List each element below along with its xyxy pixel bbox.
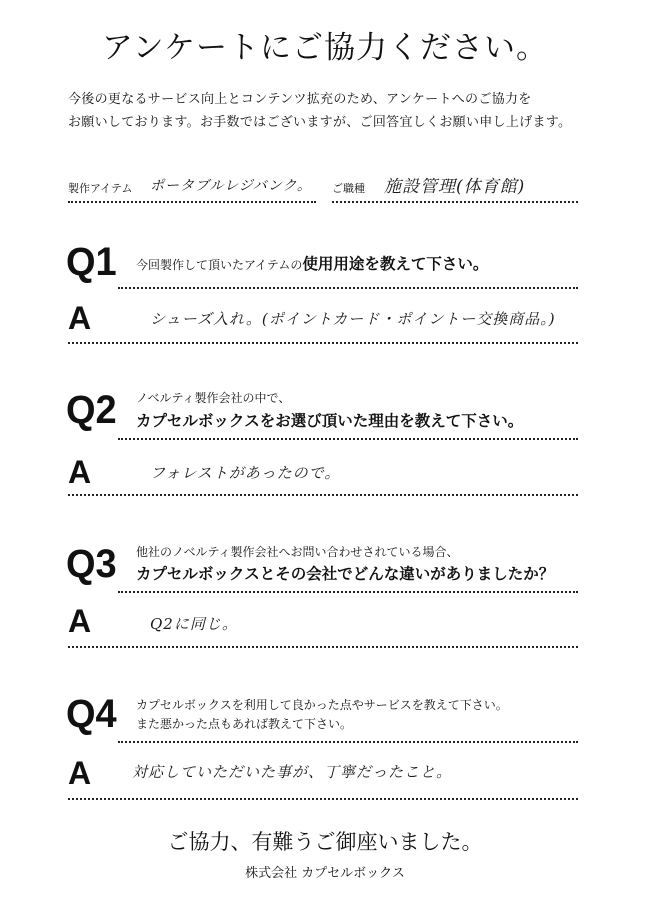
q4-line1: カプセルボックスを利用して良かった点やサービスを教えて下さい。 xyxy=(136,698,508,712)
q4-number: Q4 xyxy=(66,692,117,736)
q4-answer-mark: A xyxy=(68,755,92,791)
thanks-message: ご協力、有難うご御座いました。 xyxy=(167,830,483,854)
q1-text xyxy=(136,252,488,274)
q3-answer-mark: A xyxy=(68,603,92,639)
q1-answer-mark: A xyxy=(68,300,92,336)
item-underline xyxy=(68,201,316,203)
q3-answer: Q2に同じ。 xyxy=(150,615,238,633)
q1-underline xyxy=(118,287,578,289)
q2-line2: カプセルボックスをお選び頂いた理由を教えて下さい。 xyxy=(136,412,524,430)
q1-line1-emph: 使用用途を教えて下さい。 xyxy=(302,255,489,273)
q2-line1: ノベルティ製作会社の中で、 xyxy=(136,391,291,405)
job-label: ご職種 xyxy=(332,182,365,195)
q2-answer-mark: A xyxy=(68,454,92,490)
q4-answer-underline xyxy=(68,798,578,800)
page-title: アンケートにご協力ください。 xyxy=(101,30,549,66)
q2-answer: フォレストがあったので。 xyxy=(150,464,341,482)
q3-answer-underline xyxy=(68,646,578,648)
q1-answer-underline xyxy=(68,342,578,344)
company-name: 株式会社 カプセルボックス xyxy=(245,866,405,881)
q4-answer: 対応していただいた事が、丁寧だったこと。 xyxy=(132,763,453,781)
q4-line2: また悪かった点もあれば教えて下さい。 xyxy=(136,717,353,731)
job-value: 施設管理(体育館) xyxy=(384,177,526,197)
item-label: 製作アイテム xyxy=(68,182,133,195)
q1-line1: 今回製作して頂いたアイテムの xyxy=(136,258,303,272)
q2-answer-underline xyxy=(68,494,578,496)
q1-number: Q1 xyxy=(66,240,117,284)
q3-number: Q3 xyxy=(66,542,117,586)
q1-answer: シューズ入れ。(ポイントカード・ポイントー交換商品。) xyxy=(150,310,556,328)
q2-underline xyxy=(118,438,578,440)
q3-line1: 他社のノベルティ製作会社へお問い合わせされている場合、 xyxy=(136,545,459,559)
q3-line2: カプセルボックスとその会社でどんな違いがありましたか？ xyxy=(136,565,555,583)
q4-underline xyxy=(118,741,578,743)
intro-line-2: お願いしております。お手数ではございますが、ご回答宜しくお願い申し上げます。 xyxy=(68,115,572,130)
q3-underline xyxy=(118,591,578,593)
intro-line-1: 今後の更なるサービス向上とコンテンツ拡充のため、アンケートへのご協力を xyxy=(68,92,532,107)
item-value: ポータブルレジバンク。 xyxy=(150,178,312,194)
q2-number: Q2 xyxy=(66,388,117,432)
job-underline xyxy=(332,201,578,203)
